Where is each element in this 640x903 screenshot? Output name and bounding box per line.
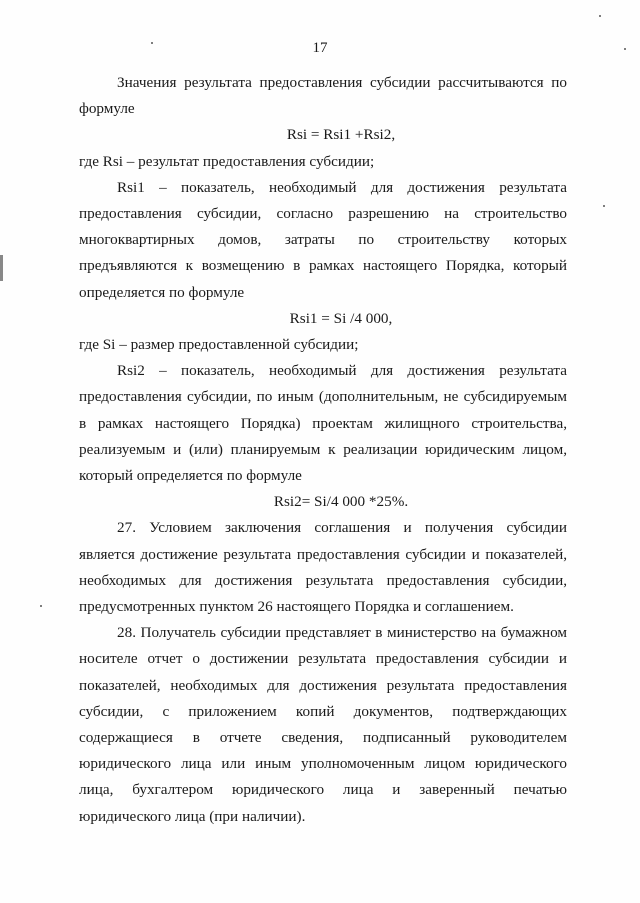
- definition-rsi: где Rsi – результат предоставления субсидии;: [79, 152, 375, 170]
- document-body: [79, 70, 567, 830]
- page-number: 17: [312, 40, 328, 56]
- scan-speck: [40, 605, 42, 607]
- scan-speck: [599, 15, 601, 17]
- paragraph-rsi1: Rsi1 – показатель, необходимый для достижения результата предоставления субсидии, согласно разрешению на строительство многоквартирных домов, затраты по строительству которых предъявляются к возмещению в рамках настоящего Порядка, который определяется по формуле: [79, 178, 567, 301]
- formula-rsi2: Rsi2= Si/4 000 *25%.: [273, 493, 409, 511]
- paragraph-rsi2: Rsi2 – показатель, необходимый для достижения результата предоставления субсидии, по иным (дополнительным, не субсидируемым в рамках настоящего Порядка) проектам жилищного строительства, реализуемым и (или) планируемым к реализации юридическим лицом, который определяется по формуле: [79, 362, 567, 485]
- definition-si: где Si – размер предоставленной субсидии;: [79, 336, 359, 354]
- paragraph-27: 27. Условием заключения соглашения и получения субсидии является достижение результата предоставления субсидии и показателей, необходимых для достижения результата предоставления субсидии, предусмотренных пунктом 26 настоящего Порядка и соглашением.: [79, 519, 567, 616]
- scan-speck: [603, 205, 605, 207]
- formula-rsi: Rsi = Rsi1 +Rsi2,: [286, 126, 396, 144]
- paragraph-intro: Значения результата предоставления субсидии рассчитываются по формуле: [79, 74, 567, 118]
- scan-edge-mark: [0, 255, 3, 281]
- formula-rsi1: Rsi1 = Si /4 000,: [289, 309, 393, 327]
- paragraph-28: 28. Получатель субсидии представляет в министерство на бумажном носителе отчет о достижении результата предоставления субсидии и показателей, необходимых для достижения результата предоставления субсидии, с приложением копий документов, подтверждающих содержащиеся в отчете сведения, подписанный руководителем юридического лица или иным уполномоченным лицом юридического лица, бухгалтером юридического лица и заверенный печатью юридического лица (при наличии).: [79, 624, 567, 825]
